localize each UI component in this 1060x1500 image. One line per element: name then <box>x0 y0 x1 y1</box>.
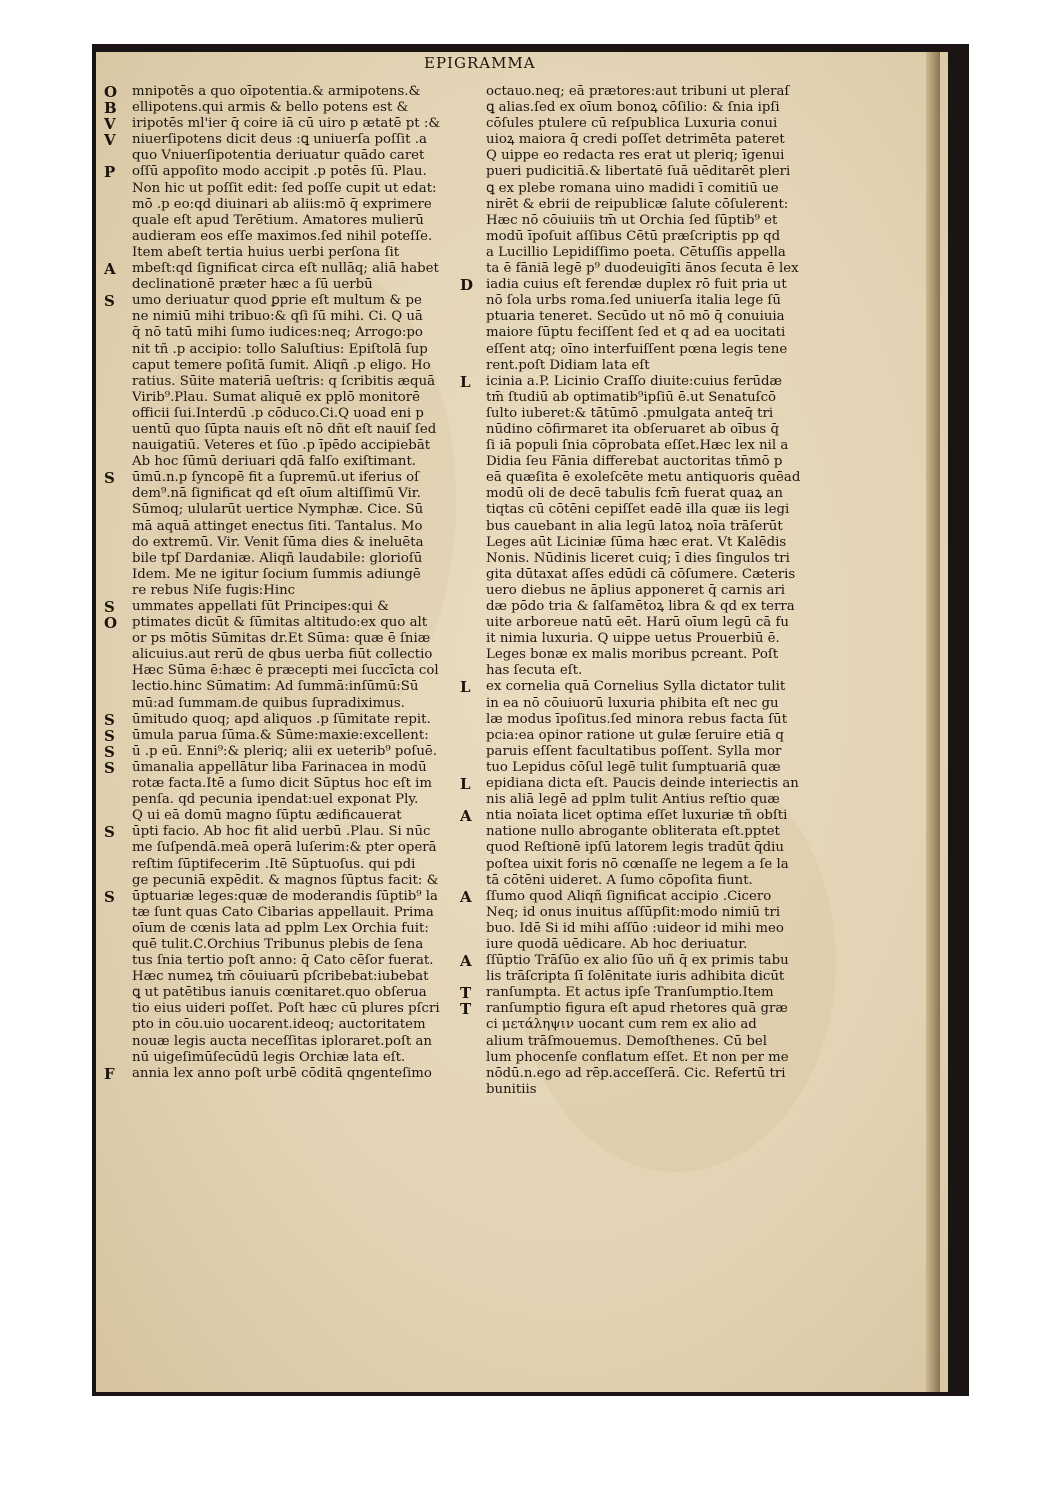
line-text: nōdū.n.ego ad rēp.acceſſerā. Cic. Refertū tri <box>486 1065 786 1081</box>
line-text: ta ē fāniā legē p⁹ duodeuigīti ānos ſecuta ē lex <box>486 261 799 277</box>
line-text: umo deriuatur quod ꝑprie eſt multum & pe <box>132 293 422 309</box>
text-line <box>104 742 444 761</box>
line-text: quale eſt apud Terētium. Amatores mulierū <box>132 212 424 228</box>
text-line <box>132 535 444 551</box>
line-text: ꝗ ex plebe romana uino madidi ī comitiū ue <box>486 180 779 196</box>
right-column <box>460 84 816 1098</box>
guide-letter: L <box>460 678 471 697</box>
text-line <box>486 599 816 615</box>
line-text: Item abeſt tertia huius uerbi perſona ſit <box>132 244 400 260</box>
line-text: ci μετάληψιν uocant cum rem ex alio ad <box>486 1017 757 1033</box>
line-text: nis aliā legē ad pplm tulit Antius reſtio quæ <box>486 792 780 808</box>
text-line <box>132 277 444 293</box>
text-line <box>132 808 444 824</box>
guide-letter: D <box>460 276 474 295</box>
text-line <box>132 969 444 985</box>
line-text: dæ pōdo tria & ſalſamētoꝝ libra & qd ex terra <box>486 599 795 614</box>
line-text: ſſūptio Trāſūo ex alio ſūo uñ q̄ ex primis tabu <box>486 953 789 969</box>
line-text: oſſū appoſito modo accipit .p potēs ſū. Plau. <box>132 164 427 180</box>
text-line <box>486 535 816 551</box>
text-line <box>486 744 816 760</box>
line-text: ūptuariæ leges:quæ de moderandis ſūptib⁹ la <box>132 888 438 904</box>
text-line <box>460 887 816 906</box>
line-text: læ modus īpoſitus.ſed minora rebus facta ſūt <box>486 711 788 727</box>
left-column <box>104 83 444 1083</box>
text-line <box>486 857 816 873</box>
line-text: pueri pudicitiā.& libertatē ſuā uēditarēt pleri <box>486 164 791 180</box>
line-text: annia lex anno poſt urbē cōditā qngenteſimo <box>132 1065 432 1081</box>
line-text: it nimia luxuria. Q uippe uetus Prouerbiū ē. <box>486 631 780 647</box>
line-text: uero diebus ne āplius apponeret q̄ carnis ari <box>486 582 786 598</box>
line-text: Nonis. Nūdinis liceret cuiq; ī dies ſingulos tri <box>486 550 790 566</box>
line-text: dem⁹.nā ſignificat qd eſt oīum altiſſimū Vir. <box>132 486 421 502</box>
text-line <box>104 710 444 729</box>
text-line <box>460 807 816 826</box>
text-line <box>132 583 444 599</box>
line-text: Non hic ut poſſit edit: ſed poſſe cupit ut edat: <box>132 180 437 196</box>
text-line <box>486 969 816 985</box>
guide-letter: S <box>104 469 115 488</box>
line-text: Leges bonæ ex malis moribus pcreant. Poſt <box>486 647 779 663</box>
line-text: Sūmoq; ulularūt uertice Nymphæ. Cice. Sū <box>132 502 424 518</box>
line-text: re rebus Niſe fugis:Hinc <box>132 582 296 598</box>
text-line <box>486 164 816 180</box>
text-line <box>132 325 444 341</box>
text-line <box>460 372 816 391</box>
text-line <box>132 567 444 583</box>
guide-letter: A <box>104 260 116 279</box>
text-line <box>486 760 816 776</box>
line-text: quod Reſtionē ipſū latorem legis tradūt q̄diu <box>486 840 784 856</box>
text-line <box>132 229 444 245</box>
text-line <box>132 213 444 229</box>
line-text: quo Vniuerſipotentia deriuatur quādo caret <box>132 148 425 164</box>
line-text: ntia noīata licet optima eſſet luxuriæ tñ obſti <box>486 808 788 824</box>
text-line <box>132 873 444 889</box>
line-text: ſi iā populi ſnia cōprobata eſſet.Hæc lex nil a <box>486 438 789 454</box>
line-text: ſſumo quod Aliqñ ſignificat accipio .Cicero <box>486 888 772 904</box>
text-line <box>486 454 816 470</box>
line-text: Hæc numeꝝ tm̄ cōuiuarū pſcribebat:iubebat <box>132 969 429 985</box>
guide-letter: B <box>104 99 117 118</box>
text-line <box>486 840 816 856</box>
line-text: rent.poſt Didiam lata eſt <box>486 357 650 373</box>
text-line <box>132 985 444 1001</box>
text-line <box>104 292 444 311</box>
text-line <box>104 758 444 777</box>
line-text: lectio.hinc Sūmatim: Ad ſummā:inſūmū:Sū <box>132 679 419 695</box>
text-line <box>104 83 444 101</box>
line-text: do extremū. Vir. Venit ſūma dies & ineluēta <box>132 534 424 550</box>
guide-letter: S <box>104 598 115 616</box>
line-text: or ps mōtis Sūmitas dr.Et Sūma: quæ ē ſniæ <box>132 631 431 647</box>
line-text: ex cornelia quā Cornelius Sylla dictator tulit <box>486 679 786 695</box>
text-line <box>132 953 444 969</box>
text-line <box>132 696 444 712</box>
line-text: cōſules ptulere cū reſpublica Luxuria conui <box>486 116 778 132</box>
line-text: Neq; id onus inuitus aſſūpſit:modo nimiū tri <box>486 904 781 920</box>
text-line <box>132 1001 444 1017</box>
text-line <box>486 937 816 953</box>
text-line <box>486 390 816 406</box>
line-text: ꝗ alias.ſed ex oīum bonoꝝ cōſilio: & ſnia ipſi <box>486 100 780 116</box>
text-line <box>132 840 444 856</box>
line-text: tus ſnia tertio poſt anno: q̄ Cato cēſor fuerat. <box>132 953 434 969</box>
text-line <box>104 163 444 182</box>
line-text: tio eius uideri poſſet. Poſt hæc cū plures pſcri <box>132 1001 440 1017</box>
line-text: q̄ nō tatū mihi ſumo iudices:neq; Arrogo:po <box>132 325 423 341</box>
line-text: Q uippe eo redacta res erat ut pleriq; īgenui <box>486 148 785 164</box>
text-line <box>486 631 816 647</box>
line-text: alicuius.aut rerū de qbus uerba fiūt collectio <box>132 647 433 663</box>
text-line <box>486 792 816 808</box>
line-text: niuerſipotens dicit deus :ꝗ uniuerſa poſſit .a <box>132 132 427 148</box>
line-text: ſulto iuberet:& tātūmō .pmulgata anteq̄ tri <box>486 405 774 421</box>
guide-letter: O <box>104 614 118 633</box>
line-text: quē tulit.C.Orchius Tribunus plebis de ſena <box>132 936 424 952</box>
text-line <box>486 132 816 148</box>
line-text: eā quæſita ē exoleſcēte metu antiquoris quēad <box>486 470 801 486</box>
guide-letter: V <box>104 115 116 134</box>
text-line <box>132 390 444 406</box>
line-text: poſtea uixit foris nō cœnaſſe ne legem a ſe la <box>486 856 789 872</box>
text-line <box>132 776 444 792</box>
text-line <box>132 937 444 953</box>
line-text: mō .p eo:qd diuinari ab aliis:mō q̄ exprimere <box>132 196 432 212</box>
text-line <box>132 245 444 261</box>
text-line <box>104 131 444 150</box>
text-line <box>486 486 816 502</box>
line-text: iadia cuius eſt ferendæ duplex rō fuit pria ut <box>486 277 787 293</box>
line-text: eſſent atq; oīno interfuiſſent pœna legis tene <box>486 341 788 357</box>
line-text: declinationē præter hæc a ſū uerbū <box>132 277 373 293</box>
line-text: ūmula parua ſūma.& Sūme:maxie:excellent: <box>132 727 429 743</box>
line-text: lum phocenſe conflatum eſſet. Et non per me <box>486 1049 789 1065</box>
text-line <box>486 181 816 197</box>
text-line <box>132 309 444 325</box>
text-line <box>486 358 816 374</box>
line-text: ūmanalia appellātur liba Farinacea in modū <box>132 759 427 775</box>
text-line <box>486 197 816 213</box>
line-text: ūmū.n.p ſyncopē fit a ſupremū.ut iferius oſ <box>132 470 420 486</box>
line-text: has ſecuta eſt. <box>486 663 583 679</box>
text-line <box>104 726 444 745</box>
line-text: Hæc Sūma ē:hæc ē præcepti mei ſuccīcta col <box>132 663 439 679</box>
line-text: paruis eſſent facultatibus poſſent. Sylla mor <box>486 743 782 759</box>
text-line <box>132 438 444 454</box>
text-line <box>486 519 816 535</box>
line-text: Virib⁹.Plau. Sumat aliquē ex pplō monitorē <box>132 389 420 405</box>
text-line <box>486 470 816 486</box>
text-line <box>104 260 444 279</box>
line-text: ꝗ ut patētibus ianuis cœnitaret.quo obſerua <box>132 985 427 1001</box>
text-line <box>460 276 816 295</box>
text-line <box>132 647 444 663</box>
text-line <box>486 325 816 341</box>
line-text: mā aquā attinget enectus ſiti. Tantalus. Mo <box>132 518 423 534</box>
text-line <box>486 583 816 599</box>
text-line <box>486 438 816 454</box>
text-line <box>132 663 444 679</box>
line-text: mnipotēs a quo oīpotentia.& armipotens.& <box>132 84 421 99</box>
line-text: ummates appellati ſūt Principes:qui & <box>132 599 389 614</box>
line-text: ratius. Sūite materiā ueſtris: q ſcribitis æquā <box>132 373 436 389</box>
line-text: iure quodā uēdicare. Ab hoc deriuatur. <box>486 936 748 952</box>
line-text: ellipotens.qui armis & bello potens est & <box>132 100 409 116</box>
text-line <box>132 422 444 438</box>
line-text: nū uigeſimūſecūdū legis Orchiæ lata eſt. <box>132 1049 406 1065</box>
text-line <box>486 873 816 889</box>
line-text: nūdino cōfirmaret ita obſeruaret ab oībus q̄ <box>486 421 779 437</box>
guide-letter: A <box>460 807 472 826</box>
text-line <box>132 921 444 937</box>
line-text: nirēt & ebrii de reipublicæ ſalute cōſulerent: <box>486 196 789 212</box>
text-line <box>486 647 816 663</box>
text-line <box>486 84 816 100</box>
line-text: nit tñ .p accipio: tollo Saluſtius: Epiſtolā ſup <box>132 341 428 357</box>
line-text: Q ui eā domū magno ſūptu ædificauerat <box>132 808 402 824</box>
text-line <box>132 342 444 358</box>
line-text: maiore ſūptu feciſſent ſed et q ad ea uocitati <box>486 325 786 341</box>
line-text: ū .p eū. Enni⁹:& pleriq; alii ex ueterib⁹ poſuē. <box>132 743 437 759</box>
line-text: ne nimiū mihi tribuo:& qſi ſū mihi. Ci. Q uā <box>132 309 423 325</box>
text-line <box>460 984 816 1003</box>
line-text: nō ſola urbs roma.ſed uniuerſa italia lege ſū <box>486 293 781 309</box>
text-line <box>104 823 444 842</box>
line-text: ūpti facio. Ab hoc fit alid uerbū .Plau. Si nūc <box>132 824 431 840</box>
guide-letter: S <box>104 823 115 842</box>
text-line <box>486 342 816 358</box>
line-text: uentū quo ſūpta nauis eſt nō dñt eſt nauiſ ſed <box>132 421 437 437</box>
line-text: alium trāſmouemus. Demoſthenes. Cū bel <box>486 1033 768 1049</box>
line-text: penſa. qd pecunia ipendat:uel exponat Ply. <box>132 792 419 808</box>
line-text: rotæ facta.Itē a ſumo dicit Sūptus hoc eſt im <box>132 776 433 792</box>
guide-letter: S <box>104 758 115 777</box>
line-text: epidiana dicta eſt. Paucis deinde interiectis an <box>486 776 799 792</box>
text-line <box>132 148 444 164</box>
guide-letter: S <box>104 726 115 745</box>
text-line <box>132 374 444 390</box>
line-text: reſtim ſūptifecerim .Itē Sūptuoſus. qui pdi <box>132 856 416 872</box>
text-line <box>132 857 444 873</box>
line-text: modū īpoſuit aſſibus Cētū præſcriptis pp qd <box>486 228 781 244</box>
text-line <box>486 213 816 229</box>
text-line <box>460 952 816 971</box>
text-line <box>486 905 816 921</box>
line-text: octauo.neq; eā prætores:aut tribuni ut pleraſ <box>486 84 790 99</box>
line-text: modū oli de decē tabulis fcm̄ fuerat quaꝝ an <box>486 486 783 502</box>
guide-letter: S <box>104 887 115 906</box>
text-line <box>486 551 816 567</box>
text-line <box>132 551 444 567</box>
text-line <box>132 1017 444 1033</box>
line-text: officii ſui.Interdū .p cōduco.Ci.Q uoad eni p <box>132 405 424 421</box>
line-text: mbeſt:qd ſignificat circa eſt nullāq; aliā habet <box>132 261 439 277</box>
line-text: bunitiis <box>486 1081 537 1097</box>
line-text: buo. Idē Si id mihi aſſūo :uideor id mihi meo <box>486 920 784 936</box>
guide-letter: S <box>104 292 115 311</box>
text-line <box>132 181 444 197</box>
line-text: Ab hoc ſūmū deriuari qdā falſo exiſtimant. <box>132 454 417 470</box>
text-line <box>486 422 816 438</box>
text-line <box>486 100 816 116</box>
page-edge <box>926 52 940 1392</box>
text-line <box>132 454 444 470</box>
text-line <box>486 615 816 631</box>
text-line <box>486 728 816 744</box>
text-line <box>486 293 816 309</box>
line-text: uioꝝ maiora q̄ credi poſſet detrimēta pateret <box>486 132 785 148</box>
text-line <box>132 406 444 422</box>
text-line <box>104 99 444 118</box>
text-line <box>486 921 816 937</box>
text-line <box>486 567 816 583</box>
line-text: ranſumpta. Et actus ipſe Tranſumptio.Item <box>486 985 774 1001</box>
text-line <box>486 502 816 518</box>
text-line <box>486 1017 816 1033</box>
text-line <box>486 261 816 277</box>
line-text: bus cauebant in alia legū latoꝝ noīa trāſerūt <box>486 518 783 534</box>
text-line <box>486 663 816 679</box>
text-line <box>132 197 444 213</box>
line-text: ge pecuniā expēdit. & magnos ſūptus facit: & <box>132 872 439 888</box>
guide-letter: O <box>104 83 118 101</box>
guide-letter: A <box>460 887 472 906</box>
text-line <box>486 712 816 728</box>
text-line <box>104 887 444 906</box>
line-text: tm̄ ſtudiū ab optimatib⁹ipſiū ē.ut Senatuſcō <box>486 389 777 405</box>
guide-letter: S <box>104 742 115 761</box>
text-line <box>486 1066 816 1082</box>
running-header: EPIGRAMMA <box>424 54 536 72</box>
text-line <box>132 679 444 695</box>
text-line <box>486 1050 816 1066</box>
text-line <box>460 678 816 697</box>
text-line <box>486 696 816 712</box>
line-text: tuo Lepidus cōſul legē tulit ſumptuariā quæ <box>486 759 781 775</box>
text-line <box>132 502 444 518</box>
text-line <box>132 1050 444 1066</box>
text-line <box>132 1034 444 1050</box>
line-text: Hæc nō cōuiuiis tm̄ ut Orchia ſed ſūptib⁹ et <box>486 212 778 228</box>
text-line <box>486 116 816 132</box>
text-line <box>460 775 816 794</box>
guide-letter: T <box>460 1000 472 1019</box>
line-text: Leges aūt Liciniæ ſūma hæc erat. Vt Kalēdis <box>486 534 787 550</box>
text-line <box>104 469 444 488</box>
line-text: audieram eos eſſe maximos.ſed nihil poteſſe. <box>132 228 433 244</box>
text-line <box>486 1082 816 1098</box>
line-text: mū:ad ſummam.de quibus ſupradiximus. <box>132 695 405 711</box>
text-line <box>486 229 816 245</box>
line-text: caput temere poſitā ſumit. Aliqñ .p eligo. Ho <box>132 357 431 373</box>
line-text: Didia ſeu Fānia differebat auctoritas tn̄mō p <box>486 454 783 470</box>
line-text: nouæ legis aucta neceſſitas iploraret.poſt an <box>132 1033 432 1049</box>
guide-letter: A <box>460 952 472 971</box>
guide-letter: T <box>460 984 472 1003</box>
text-line <box>132 519 444 535</box>
line-text: in ea nō cōuiuorū luxuria phibita eſt nec gu <box>486 695 779 711</box>
line-text: ptuaria teneret. Secūdo ut nō mō q̄ conuiuia <box>486 309 785 325</box>
text-line <box>486 824 816 840</box>
line-text: pto in cōu.uio uocarent.ideoq; auctoritatem <box>132 1017 426 1033</box>
text-line <box>104 1064 444 1083</box>
line-text: Idem. Me ne igitur ſocium ſummis adiungē <box>132 566 421 582</box>
text-line <box>132 358 444 374</box>
guide-letter: L <box>460 775 471 794</box>
text-line <box>132 905 444 921</box>
line-text: pcia:ea opinor ratione ut gulæ ſeruire etiā q <box>486 727 784 743</box>
line-text: bile tpſ Dardaniæ. Aliqñ laudabile: glorioſū <box>132 550 423 566</box>
guide-letter: V <box>104 131 116 150</box>
text-line <box>486 1034 816 1050</box>
text-line <box>460 1000 816 1019</box>
line-text: ranſumptio figura eſt apud rhetores quā græ <box>486 1001 788 1017</box>
text-line <box>132 486 444 502</box>
guide-letter: S <box>104 710 115 729</box>
guide-letter: P <box>104 163 116 182</box>
line-text: me ſuſpendā.meā operā luſerim:& pter operā <box>132 840 437 856</box>
line-text: tiqtas cū cōtēni cepiſſet eadē illa quæ iis legi <box>486 502 790 518</box>
line-text: natione nullo abrogante obliterata eſt.pptet <box>486 824 780 840</box>
text-line <box>486 406 816 422</box>
line-text: icinia a.P. Licinio Craſſo diuite:cuius ferūdæ <box>486 373 783 389</box>
line-text: nauigatiū. Veteres et ſūo .p īpēdo accipiebāt <box>132 438 431 454</box>
line-text: uite arboreue natū eēt. Harū oīum legū cā fu <box>486 615 789 631</box>
text-line <box>132 631 444 647</box>
text-line <box>486 148 816 164</box>
text-line <box>132 792 444 808</box>
line-text: a Lucillio Lepidiſſimo poeta. Cētuſſis appella <box>486 244 786 260</box>
line-text: ūmitudo quoq; apd aliquos .p ſūmitate repit. <box>132 711 431 727</box>
text-line <box>104 115 444 134</box>
line-text: oīum de cœnis lata ad pplm Lex Orchia fuit: <box>132 920 429 936</box>
text-line <box>486 245 816 261</box>
text-line <box>486 309 816 325</box>
line-text: gita dūtaxat aſſes edūdi cā cōſumere. Cæteris <box>486 566 796 582</box>
line-text: lis trāſcripta ſī ſolēnitate iuris adhibita dicūt <box>486 969 785 985</box>
line-text: tā cōtēni uideret. A ſumo cōpoſita fiunt. <box>486 872 753 888</box>
line-text: ptimates dicūt & ſūmitas altitudo:ex quo alt <box>132 615 428 631</box>
text-line <box>104 598 444 616</box>
guide-letter: L <box>460 372 471 391</box>
line-text: tæ ſunt quas Cato Cibarias appellauit. Prima <box>132 904 434 920</box>
line-text: iripotēs ml'ier q̄ coire iā cū uiro p ætatē pt :& <box>132 116 441 132</box>
text-line <box>104 614 444 633</box>
guide-letter: F <box>104 1064 115 1083</box>
